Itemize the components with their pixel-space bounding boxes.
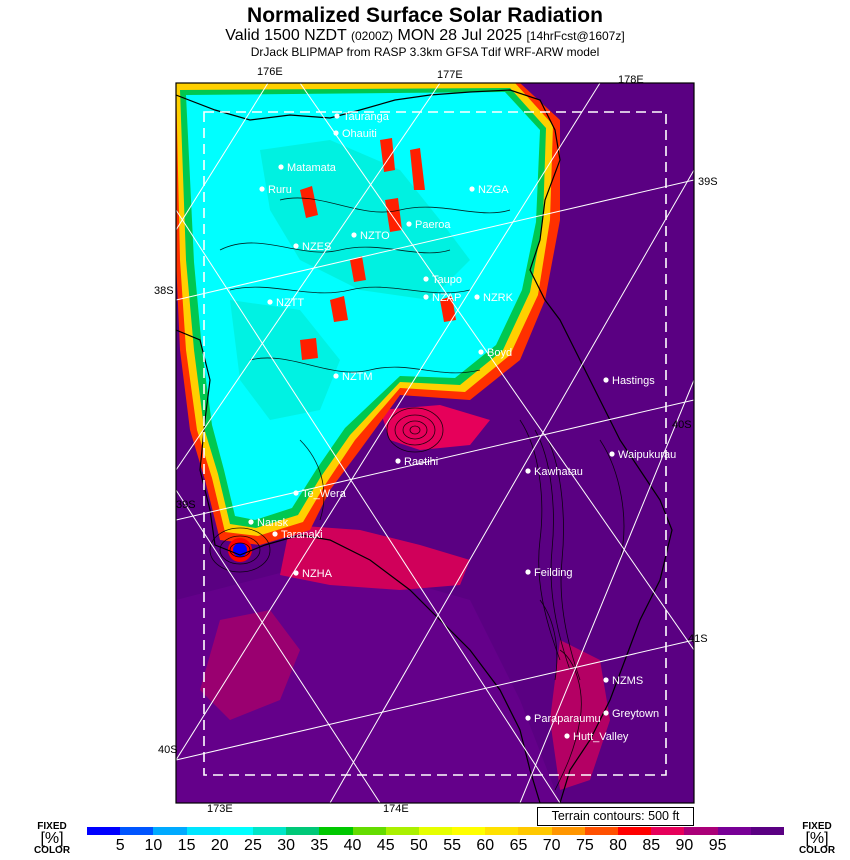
place-dot <box>474 294 479 299</box>
colorbar-tick-label: 55 <box>443 837 461 854</box>
colorbar <box>87 827 784 835</box>
colorbar-tick-label: 50 <box>409 837 428 854</box>
place-dot <box>525 468 530 473</box>
place-dot <box>603 677 608 682</box>
colorbar-swatch <box>87 827 120 835</box>
colorbar-swatch <box>286 827 319 835</box>
place-label: Matamata <box>287 162 336 174</box>
colorbar-swatch <box>419 827 452 835</box>
place-marker <box>603 708 659 720</box>
color-label-right: COLOR <box>798 845 836 856</box>
place-dot <box>406 221 411 226</box>
place-label: Greytown <box>612 708 660 720</box>
place-marker <box>609 449 676 461</box>
valid-date: MON 28 Jul 2025 <box>397 27 522 44</box>
place-dot <box>423 294 428 299</box>
colorbar-tick-label: 10 <box>144 837 163 854</box>
place-dot <box>259 186 264 191</box>
colorbar-tick-label: 20 <box>210 837 229 854</box>
place-dot <box>248 519 253 524</box>
colorbar-tick-label: 60 <box>476 837 495 854</box>
place-marker <box>564 731 629 743</box>
colorbar-swatch <box>353 827 386 835</box>
place-label: Feilding <box>534 567 573 579</box>
fixed-label-right: FIXED <box>802 821 832 832</box>
place-label: Hastings <box>612 375 655 387</box>
place-marker <box>278 162 336 174</box>
colorbar-tick-label: 75 <box>575 837 594 854</box>
place-dot <box>564 733 569 738</box>
colorbar-swatch <box>751 827 784 835</box>
colorbar-tick-label: 25 <box>244 837 262 854</box>
place-label: NZES <box>302 241 332 253</box>
place-dot <box>272 531 277 536</box>
colorbar-tick-label: 80 <box>609 837 627 854</box>
colorbar-swatch <box>485 827 518 835</box>
place-marker <box>334 111 389 123</box>
colorbar-tick-label: 65 <box>509 837 528 854</box>
colorbar-swatch <box>452 827 485 835</box>
place-label: Tauranga <box>343 111 389 123</box>
place-marker <box>293 488 346 500</box>
place-label: NZGA <box>478 184 509 196</box>
colorbar-tick-label: 45 <box>376 837 395 854</box>
place-dot <box>293 243 298 248</box>
lon-label-176e: 176E <box>257 66 283 78</box>
colorbar-swatch <box>187 827 220 835</box>
place-label: Taupo <box>432 274 462 286</box>
place-dot <box>395 458 400 463</box>
place-label: Hutt_Valley <box>573 731 629 743</box>
place-dot <box>525 569 530 574</box>
percent-label-right: [%] <box>805 830 829 847</box>
colorbar-swatch <box>618 827 651 835</box>
colorbar-tick-label: 5 <box>115 837 125 854</box>
forecast-tag: [14hrFcst@1607z] <box>526 29 625 43</box>
colorbar-tick-label: 40 <box>343 837 362 854</box>
place-marker <box>603 375 655 387</box>
terrain-contour-note: Terrain contours: 500 ft <box>537 807 694 826</box>
place-label: NZHA <box>302 568 332 580</box>
colorbar-swatch <box>552 827 585 835</box>
place-dot <box>333 130 338 135</box>
place-dot <box>293 570 298 575</box>
place-dot <box>267 299 272 304</box>
valid-utc: (0200Z) <box>351 29 394 43</box>
colorbar-tick-label: 90 <box>675 837 694 854</box>
colorbar-swatch <box>518 827 551 835</box>
colorbar-tick-label: 15 <box>177 837 196 854</box>
map-field <box>176 83 694 803</box>
percent-label-left: [%] <box>40 830 64 847</box>
colorbar-swatch <box>718 827 751 835</box>
place-dot <box>525 715 530 720</box>
place-dot <box>469 186 474 191</box>
place-label: Paraparaumu <box>534 713 601 725</box>
lat-label-40s-east: 40S <box>672 419 692 431</box>
place-dot <box>333 373 338 378</box>
colorbar-tick-label: 30 <box>277 837 296 854</box>
place-label: Te_Wera <box>302 488 346 500</box>
lon-label-173e: 173E <box>207 803 233 815</box>
color-label-left: COLOR <box>33 845 71 856</box>
place-label: Boyd <box>487 347 513 359</box>
colorbar-ticks <box>0 837 850 857</box>
colorbar-swatch <box>386 827 419 835</box>
place-dot <box>603 377 608 382</box>
place-dot <box>423 276 428 281</box>
place-label: NZRK <box>483 292 513 304</box>
place-label: NZTM <box>342 371 373 383</box>
place-label: NZTT <box>276 297 305 309</box>
colorbar-swatch <box>220 827 253 835</box>
colorbar-tick-label: 70 <box>542 837 561 854</box>
lon-label-178e: 178E <box>618 74 644 86</box>
place-label: Nansk <box>257 517 289 529</box>
colorbar-swatch <box>253 827 286 835</box>
place-label: NZTO <box>360 230 390 242</box>
place-label: NZMS <box>612 675 644 687</box>
place-label: Taranaki <box>281 529 323 541</box>
fixed-label-left: FIXED <box>37 821 67 832</box>
place-dot <box>293 490 298 495</box>
colorbar-swatch <box>120 827 153 835</box>
colorbar-tick-label: 35 <box>310 837 329 854</box>
place-dot <box>603 710 608 715</box>
colorbar-swatch <box>684 827 717 835</box>
valid-main: Valid 1500 NZDT <box>225 27 347 44</box>
lon-label-177e: 177E <box>437 69 463 81</box>
place-marker <box>525 713 600 725</box>
colorbar-swatch <box>319 827 352 835</box>
colorbar-tick-label: 95 <box>708 837 727 854</box>
map-title: Normalized Surface Solar Radiation <box>247 4 603 27</box>
place-label: Ruru <box>268 184 292 196</box>
place-label: Raetihi <box>404 456 439 468</box>
lat-label-41s: 41S <box>688 633 708 645</box>
place-label: Paeroa <box>415 219 451 231</box>
place-dot <box>478 349 483 354</box>
place-dot <box>351 232 356 237</box>
place-dot <box>278 164 283 169</box>
colorbar-swatch <box>585 827 618 835</box>
lat-label-38s: 38S <box>154 285 174 297</box>
colorbar-tick-label: 85 <box>642 837 661 854</box>
lat-label-39s-west: 39S <box>176 499 196 511</box>
place-dot <box>609 451 614 456</box>
colorbar-swatch <box>651 827 684 835</box>
place-marker <box>525 466 583 478</box>
model-description: DrJack BLIPMAP from RASP 3.3km GFSA Tdif WRF-ARW model <box>250 45 600 59</box>
place-label: Ohauiti <box>342 128 377 140</box>
place-label: NZAP <box>432 292 462 304</box>
place-label: Waipukurau <box>618 449 677 461</box>
place-dot <box>334 113 339 118</box>
lat-label-39s-east: 39S <box>698 176 718 188</box>
lon-label-174e: 174E <box>383 803 409 815</box>
colorbar-swatch <box>153 827 186 835</box>
place-label: Kawhatau <box>534 466 583 478</box>
lat-label-40s-west: 40S <box>158 744 178 756</box>
